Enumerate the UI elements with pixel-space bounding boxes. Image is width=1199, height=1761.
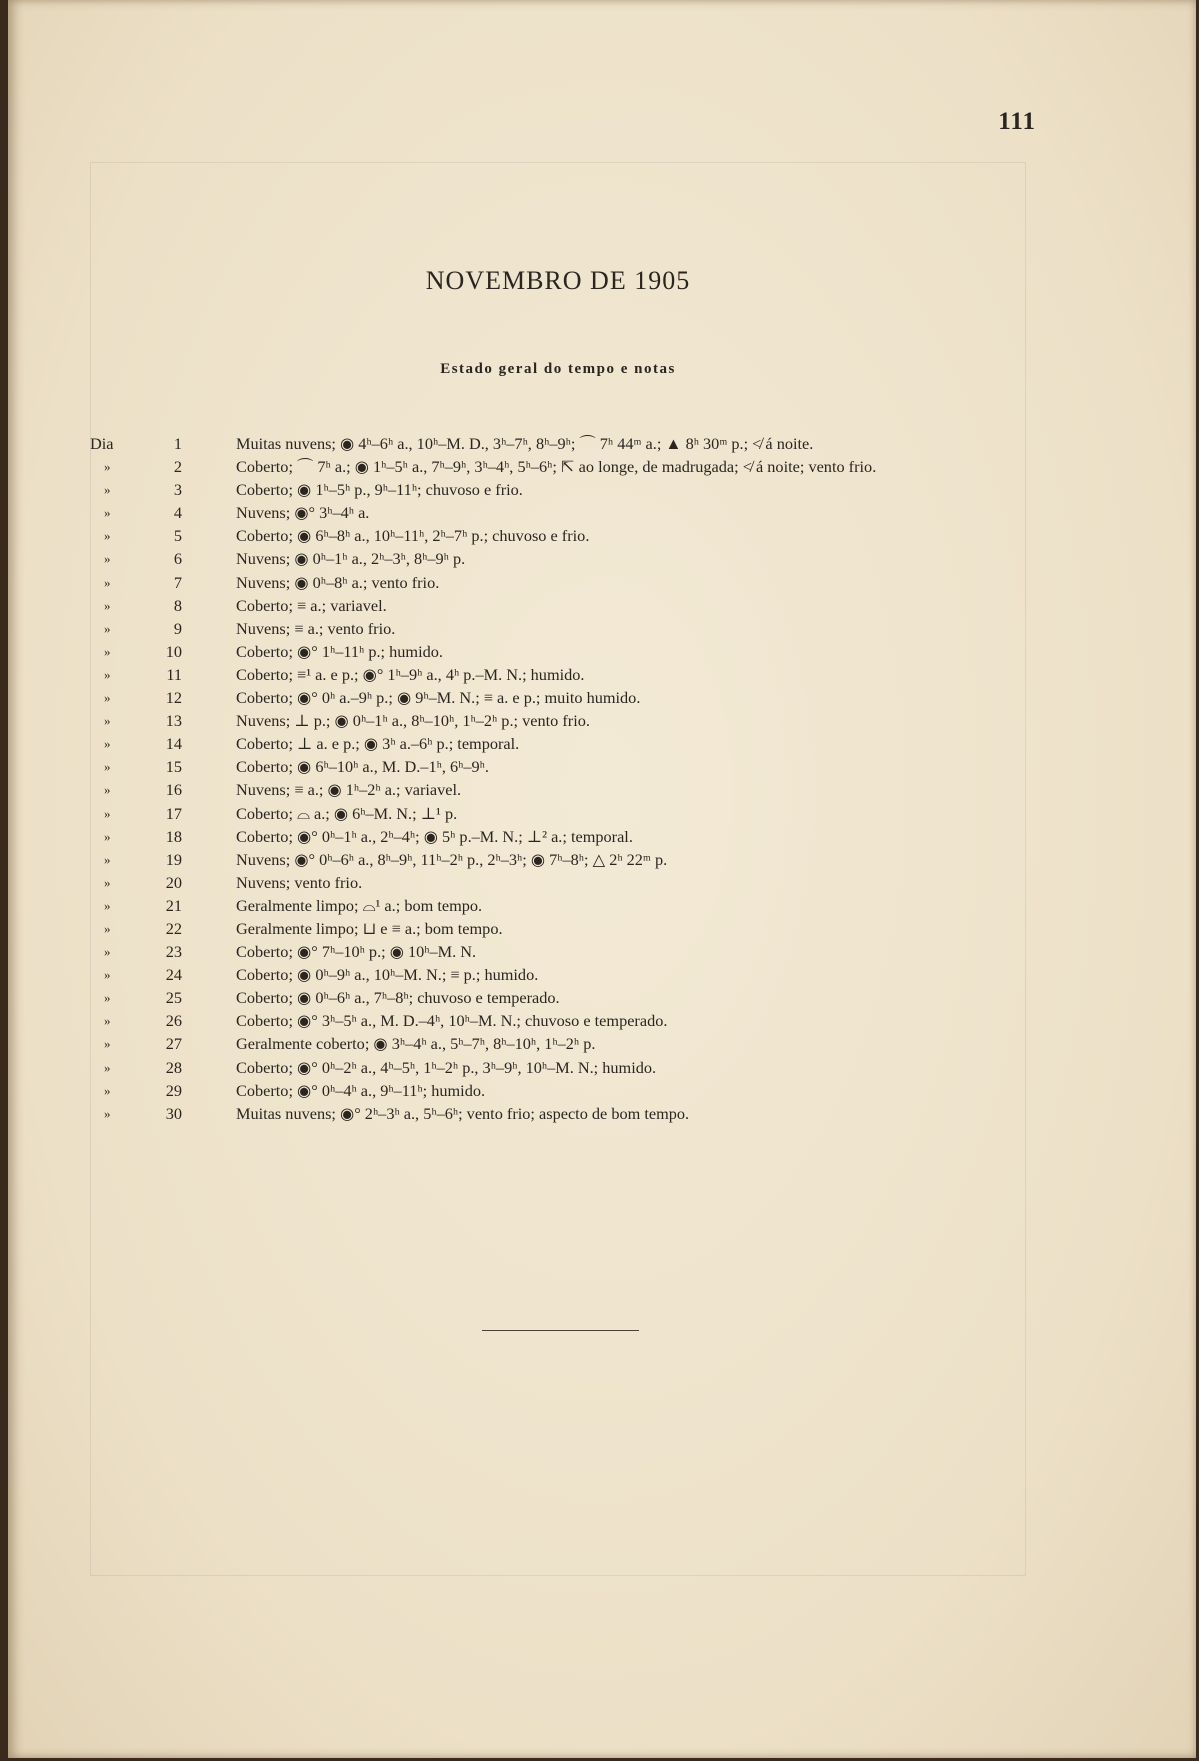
page-number: 111 [998,108,1036,135]
ditto-mark: » [104,1105,111,1121]
day-number: 23 [165,942,182,962]
list-item [8,778,1199,801]
list-item [8,432,1199,455]
day-number: 10 [165,641,182,661]
weather-note: Coberto; ◉ 6ʰ–10ʰ a., M. D.–1ʰ, 6ʰ–9ʰ. [236,757,489,777]
list-item [8,547,1199,570]
weather-note: Nuvens; ◉ 0ʰ–1ʰ a., 2ʰ–3ʰ, 8ʰ–9ʰ p. [236,549,466,569]
weather-note: Coberto; ◉° 0ʰ–2ʰ a., 4ʰ–5ʰ, 1ʰ–2ʰ p., 3ʰ–9ʰ, 10ʰ–M. N.; humido. [236,1057,657,1077]
day-number: 3 [173,480,182,500]
day-number: 2 [173,457,182,477]
weather-note: Coberto; ◉° 3ʰ–5ʰ a., M. D.–4ʰ, 10ʰ–M. N.; chuvoso e temperado. [236,1011,668,1031]
list-item [8,455,1199,478]
page-title: NOVEMBRO DE 1905 [425,266,691,295]
list-item [8,755,1199,778]
list-item [8,1056,1199,1079]
list-item [8,732,1199,755]
day-number: 26 [165,1011,182,1031]
day-number: 13 [165,711,182,731]
weather-note: Geralmente limpo; ⊔ e ≡ a.; bom tempo. [236,918,503,938]
list-item [8,963,1199,986]
weather-note: Nuvens; ◉° 0ʰ–6ʰ a., 8ʰ–9ʰ, 11ʰ–2ʰ p., 2ʰ–3ʰ; ◉ 7ʰ–8ʰ; △ 2ʰ 22ᵐ p. [236,849,668,869]
ditto-mark: » [104,782,111,798]
list-item [8,802,1199,825]
day-number: 19 [165,849,182,869]
day-number: 21 [165,895,182,915]
ditto-mark: » [104,874,111,890]
weather-note: Muitas nuvens; ◉ 4ʰ–6ʰ a., 10ʰ–M. D., 3ʰ–7ʰ, 8ʰ–9ʰ; ⌒ 7ʰ 44ᵐ a.; ▲ 8ʰ 30ᵐ p.; ≮ á noite. [236,434,814,453]
weather-note: Geralmente coberto; ◉ 3ʰ–4ʰ a., 5ʰ–7ʰ, 8ʰ–10ʰ, 1ʰ–2ʰ p. [236,1034,596,1054]
ditto-mark: » [104,643,111,659]
day-number: 22 [165,918,182,938]
day-number: 30 [165,1103,182,1123]
day-number: 16 [165,780,182,800]
weather-note: Coberto; ◉° 1ʰ–11ʰ p.; humido. [236,641,443,661]
day-number: 7 [173,572,182,592]
weather-note: Coberto; ⌓ a.; ◉ 6ʰ–M. N.; ⊥¹ p. [236,803,458,823]
weather-note: Coberto; ◉° 0ʰ–1ʰ a., 2ʰ–4ʰ; ◉ 5ʰ p.–M. N.; ⊥² a.; temporal. [236,826,633,846]
list-item [8,478,1199,501]
weather-note: Geralmente limpo; ⌓¹ a.; bom tempo. [236,895,483,915]
weather-note: Coberto; ≡ a.; variavel. [236,595,387,615]
weather-note: Coberto; ⊥ a. e p.; ◉ 3ʰ a.–6ʰ p.; temporal. [236,734,520,754]
ditto-mark: » [104,759,111,775]
day-number: 29 [165,1080,182,1100]
weather-note: Coberto; ◉ 0ʰ–6ʰ a., 7ʰ–8ʰ; chuvoso e temperado. [236,988,560,1008]
row-label: Dia [90,434,114,453]
ditto-mark: » [104,690,111,706]
ditto-mark: » [104,736,111,752]
list-item [8,848,1199,871]
ditto-mark: » [104,1013,111,1029]
day-number: 12 [165,688,182,708]
day-number: 1 [173,434,182,453]
day-number: 8 [173,595,182,615]
list-item [8,825,1199,848]
ditto-mark: » [104,805,111,821]
weather-note: Muitas nuvens; ◉° 2ʰ–3ʰ a., 5ʰ–6ʰ; vento frio; aspecto de bom tempo. [236,1103,690,1123]
ditto-mark: » [104,967,111,983]
weather-note: Nuvens; ⊥ p.; ◉ 0ʰ–1ʰ a., 8ʰ–10ʰ, 1ʰ–2ʰ p.; vento frio. [236,711,590,731]
weather-note: Coberto; ◉ 1ʰ–5ʰ p., 9ʰ–11ʰ; chuvoso e frio. [236,480,523,500]
ditto-mark: » [104,620,111,636]
ditto-mark: » [104,1059,111,1075]
day-number: 11 [166,664,182,684]
list-item [8,640,1199,663]
day-number: 28 [165,1057,182,1077]
list-item [8,617,1199,640]
day-number: 4 [173,503,182,523]
weather-note: Coberto; ◉ 6ʰ–8ʰ a., 10ʰ–11ʰ, 2ʰ–7ʰ p.; chuvoso e frio. [236,526,590,546]
list-item [8,917,1199,940]
weather-note: Coberto; ◉° 7ʰ–10ʰ p.; ◉ 10ʰ–M. N. [236,942,477,962]
weather-note: Coberto; ≡¹ a. e p.; ◉° 1ʰ–9ʰ a., 4ʰ p.–M. N.; humido. [236,664,585,684]
weather-note: Coberto; ◉° 0ʰ a.–9ʰ p.; ◉ 9ʰ–M. N.; ≡ a. e p.; muito humido. [236,688,641,708]
day-number: 9 [173,618,182,638]
day-number: 18 [165,826,182,846]
ditto-mark: » [104,459,111,475]
day-number: 17 [165,803,182,823]
list-item [8,686,1199,709]
day-number: 20 [165,872,182,892]
list-item [8,1102,1199,1125]
list-item [8,594,1199,617]
ditto-mark: » [104,505,111,521]
ditto-mark: » [104,597,111,613]
weather-note: Coberto; ⌒ 7ʰ a.; ◉ 1ʰ–5ʰ a., 7ʰ–9ʰ, 3ʰ–4ʰ, 5ʰ–6ʰ; ⇱ ao longe, de madrugada; ≮ á noite; vento frio. [236,457,877,477]
list-item [8,663,1199,686]
ditto-mark: » [104,713,111,729]
weather-note: Nuvens; ◉° 3ʰ–4ʰ a. [236,503,370,523]
day-number: 24 [165,965,182,985]
ditto-mark: » [104,990,111,1006]
weather-note: Nuvens; ≡ a.; vento frio. [236,618,396,638]
list-item [8,986,1199,1009]
day-number: 5 [173,526,182,546]
day-number: 15 [165,757,182,777]
weather-note: Nuvens; ◉ 0ʰ–8ʰ a.; vento frio. [236,572,440,592]
weather-note: Nuvens; ≡ a.; ◉ 1ʰ–2ʰ a.; variavel. [236,780,462,800]
list-item [8,871,1199,894]
list-item [8,940,1199,963]
ditto-mark: » [104,851,111,867]
weather-note: Coberto; ◉° 0ʰ–4ʰ a., 9ʰ–11ʰ; humido. [236,1080,486,1100]
document-page [8,0,1196,1758]
ditto-mark: » [104,944,111,960]
weather-notes-list [8,432,1199,1125]
ditto-mark: » [104,1082,111,1098]
closing-rule [482,1330,639,1331]
ditto-mark: » [104,1036,111,1052]
ditto-mark: » [104,920,111,936]
ditto-mark: » [104,666,111,682]
ditto-mark: » [104,574,111,590]
weather-note: Coberto; ◉ 0ʰ–9ʰ a., 10ʰ–M. N.; ≡ p.; humido. [236,965,539,985]
ditto-mark: » [104,482,111,498]
ditto-mark: » [104,897,111,913]
list-item [8,1009,1199,1032]
ditto-mark: » [104,528,111,544]
ditto-mark: » [104,551,111,567]
list-item [8,1079,1199,1102]
ditto-mark: » [104,828,111,844]
day-number: 25 [165,988,182,1008]
day-number: 6 [173,549,182,569]
weather-note: Nuvens; vento frio. [236,872,363,892]
section-subtitle: Estado geral do tempo e notas [440,361,676,377]
list-item [8,524,1199,547]
list-item [8,1032,1199,1055]
list-item [8,571,1199,594]
list-item [8,894,1199,917]
list-item [8,709,1199,732]
day-number: 14 [165,734,182,754]
list-item [8,501,1199,524]
day-number: 27 [165,1034,182,1054]
